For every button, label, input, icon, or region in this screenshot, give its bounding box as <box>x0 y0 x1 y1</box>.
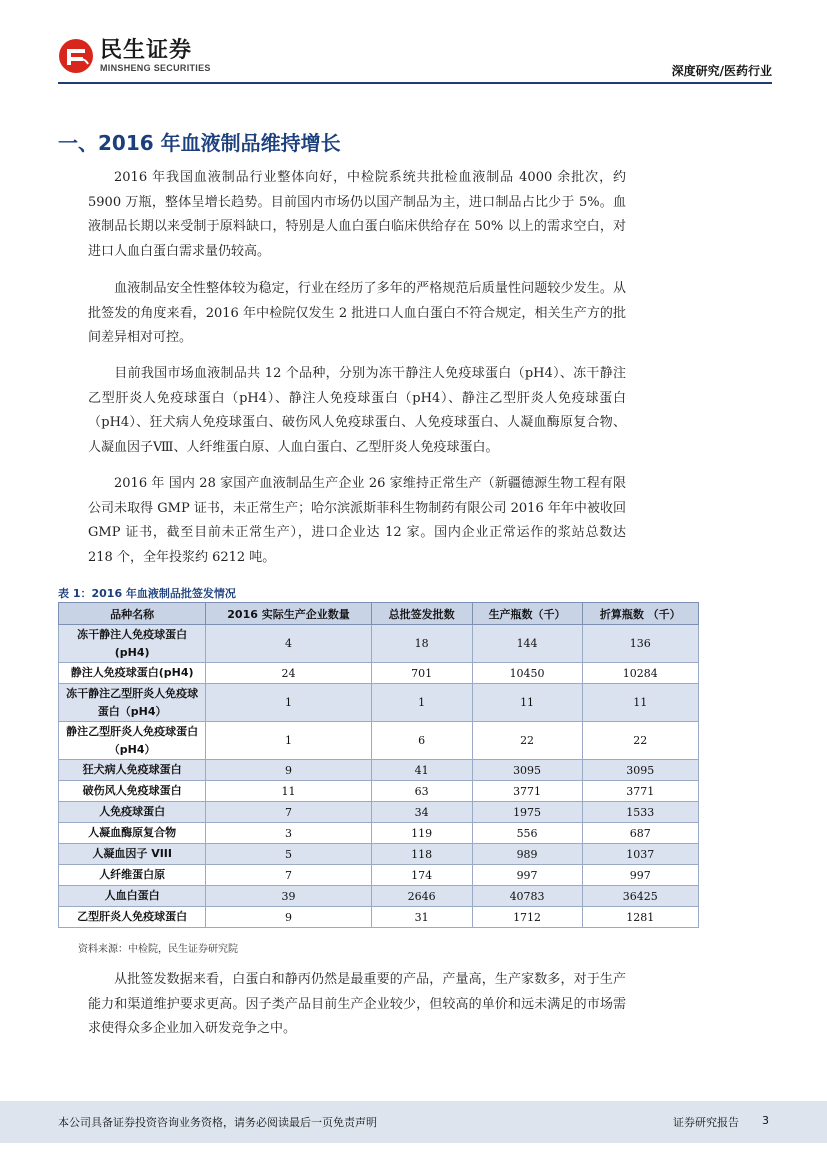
header-divider <box>58 82 772 84</box>
table-source: 资料来源：中检院，民生证券研究院 <box>78 944 238 955</box>
paragraph-4: 2016 年 国内 28 家国产血液制品生产企业 26 家维持正常生产（新疆德源生物工程有限公司未取得 GMP 证书，未正常生产；哈尔滨派斯菲科生物制药有限公司 2016 年年中被收回 GMP 证书，截至目前未正常生产），进口企业达 12 家。国内企业正常运作的浆站总数达 218 个，全年投浆约 6212 吨。 <box>88 476 626 565</box>
paragraph-3: 目前我国市场血液制品共 12 个品种，分别为冻干静注人免疫球蛋白（pH4）、冻干静注乙型肝炎人免疫球蛋白（pH4）、静注人免疫球蛋白（pH4）、静注乙型肝炎人免疫球蛋白（pH4）、狂犬病人免疫球蛋白、破伤风人免疫球蛋白、人免疫球蛋白、人凝血酶原复合物、人凝血因子Ⅷ、人纤维蛋白原、人血白蛋白、乙型肝炎人免疫球蛋白。 <box>88 366 626 455</box>
cell-manufacturers: 5 <box>206 844 371 865</box>
cell-product: 静注乙型肝炎人免疫球蛋白（pH4） <box>59 722 206 760</box>
table-row <box>59 865 699 886</box>
page-number: 3 <box>762 1114 769 1127</box>
cell-bottles: 40783 <box>472 886 582 907</box>
table-row <box>59 722 699 760</box>
cell-batches: 118 <box>371 844 472 865</box>
cell-batches: 18 <box>371 625 472 663</box>
paragraph-1: 2016 年我国血液制品行业整体向好，中检院系统共批检血液制品 4000 余批次，约 5900 万瓶，整体呈增长趋势。目前国内市场仍以国产制品为主，进口制品占比少于 5%。血液制品长期以来受制于原料缺口，特别是人血白蛋白临床供给存在 50% 以上的需求空白，对进口人血白蛋白需求量仍较高。 <box>88 170 626 259</box>
table-row <box>59 907 699 928</box>
cell-manufacturers: 4 <box>206 625 371 663</box>
cell-bottles: 10450 <box>472 663 582 684</box>
paragraph-2: 血液制品安全性整体较为稳定，行业在经历了多年的严格规范后质量性问题较少发生。从批签发的角度来看，2016 年中检院仅发生 2 批进口人血白蛋白不符合规定，相关生产方的批间差异相对可控。 <box>88 281 626 346</box>
paragraph-5: 从批签发数据来看，白蛋白和静丙仍然是最重要的产品，产量高，生产家数多，对于生产能力和渠道维护要求更高。因子类产品目前生产企业较少，但较高的单价和远未满足的市场需求使得众多企业加入研发竞争之中。 <box>88 972 626 1037</box>
cell-batches: 2646 <box>371 886 472 907</box>
cell-bottles: 3771 <box>472 781 582 802</box>
cell-product: 乙型肝炎人免疫球蛋白 <box>59 907 206 928</box>
cell-product: 冻干静注乙型肝炎人免疫球蛋白（pH4） <box>59 684 206 722</box>
logo-english-name: MINSHENG SECURITIES <box>100 62 211 73</box>
minsheng-logo-icon <box>58 38 94 74</box>
cell-converted: 22 <box>582 722 699 760</box>
cell-product: 狂犬病人免疫球蛋白 <box>59 760 206 781</box>
table-row <box>59 886 699 907</box>
logo-chinese-name: 民生证券 <box>100 37 193 63</box>
cell-converted: 687 <box>582 823 699 844</box>
header-manufacturers: 2016 实际生产企业数量 <box>206 603 371 625</box>
table-row <box>59 760 699 781</box>
cell-bottles: 11 <box>472 684 582 722</box>
cell-batches: 174 <box>371 865 472 886</box>
table-row <box>59 844 699 865</box>
cell-batches: 41 <box>371 760 472 781</box>
section-title: 一、2016 年血液制品维持增长 <box>58 131 341 155</box>
page-header <box>0 0 827 86</box>
cell-product: 人免疫球蛋白 <box>59 802 206 823</box>
cell-bottles: 1712 <box>472 907 582 928</box>
cell-manufacturers: 39 <box>206 886 371 907</box>
cell-manufacturers: 9 <box>206 907 371 928</box>
cell-manufacturers: 7 <box>206 802 371 823</box>
cell-batches: 31 <box>371 907 472 928</box>
cell-batches: 1 <box>371 684 472 722</box>
cell-converted: 136 <box>582 625 699 663</box>
cell-product: 破伤风人免疫球蛋白 <box>59 781 206 802</box>
cell-converted: 1281 <box>582 907 699 928</box>
report-type: 深度研究/医药行业 <box>671 64 772 78</box>
cell-product: 人纤维蛋白原 <box>59 865 206 886</box>
cell-bottles: 144 <box>472 625 582 663</box>
cell-converted: 3771 <box>582 781 699 802</box>
cell-product: 人凝血酶原复合物 <box>59 823 206 844</box>
cell-converted: 997 <box>582 865 699 886</box>
company-logo <box>58 38 211 74</box>
cell-product: 静注人免疫球蛋白(pH4) <box>59 663 206 684</box>
cell-manufacturers: 9 <box>206 760 371 781</box>
cell-batches: 701 <box>371 663 472 684</box>
table-row <box>59 781 699 802</box>
cell-batches: 63 <box>371 781 472 802</box>
table-row <box>59 663 699 684</box>
cell-bottles: 989 <box>472 844 582 865</box>
page-footer <box>0 1101 827 1143</box>
footer-disclaimer: 本公司具备证券投资咨询业务资格，请务必阅读最后一页免责声明 <box>58 1116 377 1129</box>
cell-converted: 11 <box>582 684 699 722</box>
cell-manufacturers: 3 <box>206 823 371 844</box>
header-converted-bottles: 折算瓶数 （千） <box>582 603 699 625</box>
cell-product: 冻干静注人免疫球蛋白(pH4) <box>59 625 206 663</box>
table-caption: 表 1：2016 年血液制品批签发情况 <box>58 587 236 600</box>
table-header-row <box>59 603 699 625</box>
cell-manufacturers: 7 <box>206 865 371 886</box>
cell-bottles: 3095 <box>472 760 582 781</box>
cell-batches: 34 <box>371 802 472 823</box>
cell-batches: 6 <box>371 722 472 760</box>
cell-manufacturers: 24 <box>206 663 371 684</box>
cell-manufacturers: 1 <box>206 684 371 722</box>
cell-bottles: 556 <box>472 823 582 844</box>
cell-manufacturers: 11 <box>206 781 371 802</box>
table-row <box>59 823 699 844</box>
cell-bottles: 22 <box>472 722 582 760</box>
cell-batches: 119 <box>371 823 472 844</box>
cell-bottles: 997 <box>472 865 582 886</box>
table-row <box>59 684 699 722</box>
batch-release-table <box>58 602 699 928</box>
cell-converted: 36425 <box>582 886 699 907</box>
cell-product: 人凝血因子 VIII <box>59 844 206 865</box>
cell-converted: 1533 <box>582 802 699 823</box>
cell-converted: 1037 <box>582 844 699 865</box>
cell-product: 人血白蛋白 <box>59 886 206 907</box>
table-row <box>59 625 699 663</box>
cell-converted: 3095 <box>582 760 699 781</box>
header-batches: 总批签发批数 <box>371 603 472 625</box>
cell-converted: 10284 <box>582 663 699 684</box>
cell-bottles: 1975 <box>472 802 582 823</box>
table-row <box>59 802 699 823</box>
header-product: 品种名称 <box>59 603 206 625</box>
header-bottles: 生产瓶数（千） <box>472 603 582 625</box>
cell-manufacturers: 1 <box>206 722 371 760</box>
footer-report-label: 证券研究报告 <box>673 1116 739 1129</box>
